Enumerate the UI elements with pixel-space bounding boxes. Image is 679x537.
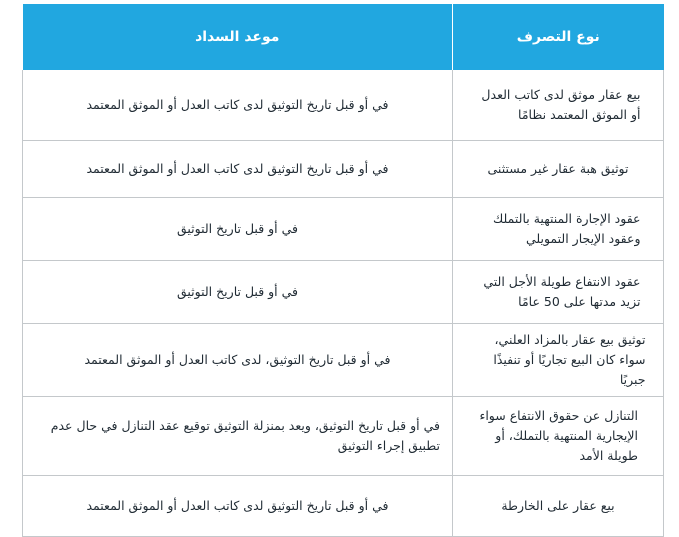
due-text: في أو قبل تاريخ التوثيق، لدى كاتب العدل أو الموثق المعتمد bbox=[84, 352, 391, 367]
due-text: في أو قبل تاريخ التوثيق لدى كاتب العدل أو الموثق المعتمد bbox=[86, 498, 389, 513]
due-cell bbox=[23, 324, 453, 397]
action-text: عقود الإجارة المنتهية بالتملك وعقود الإيجار التمويلي bbox=[492, 211, 641, 246]
table-row bbox=[23, 476, 664, 537]
due-text: في أو قبل تاريخ التوثيق bbox=[176, 221, 299, 236]
due-cell bbox=[23, 198, 453, 261]
due-cell bbox=[23, 261, 453, 324]
due-cell bbox=[23, 476, 453, 537]
table-row bbox=[23, 198, 664, 261]
action-cell bbox=[453, 141, 664, 198]
table-row bbox=[23, 324, 664, 397]
table-row bbox=[23, 397, 664, 476]
action-text: التنازل عن حقوق الانتفاع سواء الإيجارية المنتهية بالتملك، أو طويلة الأمد bbox=[479, 408, 638, 463]
header-action-type: نوع التصرف bbox=[453, 4, 664, 70]
action-text: بيع عقار موثق لدى كاتب العدل أو الموثق المعتمد نظامًا bbox=[481, 87, 641, 122]
table-row bbox=[23, 261, 664, 324]
action-text: توثيق بيع عقار بالمزاد العلني، سواء كان البيع تجاريًا أو تنفيذًا جبريًا bbox=[493, 332, 646, 387]
table-row bbox=[23, 141, 664, 198]
action-text: عقود الانتفاع طويلة الأجل التي تزيد مدتها على 50 عامًا bbox=[483, 274, 641, 309]
action-text: بيع عقار على الخارطة bbox=[501, 498, 615, 513]
action-cell bbox=[453, 397, 664, 476]
table-header-row bbox=[23, 4, 664, 70]
due-text: في أو قبل تاريخ التوثيق، ويعد بمنزلة التوثيق توقيع عقد التنازل في حال عدم تطبيق إجراء التوثيق bbox=[50, 418, 440, 453]
action-cell bbox=[453, 261, 664, 324]
action-cell bbox=[453, 198, 664, 261]
due-cell bbox=[23, 141, 453, 198]
due-text: في أو قبل تاريخ التوثيق لدى كاتب العدل أو الموثق المعتمد bbox=[86, 161, 389, 176]
action-cell bbox=[453, 476, 664, 537]
action-text: توثيق هبة عقار غير مستثنى bbox=[487, 161, 629, 176]
tax-payment-table-container bbox=[22, 4, 663, 537]
due-cell bbox=[23, 70, 453, 141]
due-cell bbox=[23, 397, 453, 476]
header-payment-date: موعد السداد bbox=[23, 4, 453, 70]
table-row bbox=[23, 70, 664, 141]
due-text: في أو قبل تاريخ التوثيق لدى كاتب العدل أو الموثق المعتمد bbox=[86, 97, 389, 112]
due-text: في أو قبل تاريخ التوثيق bbox=[176, 284, 299, 299]
action-cell bbox=[453, 324, 664, 397]
action-cell bbox=[453, 70, 664, 141]
payment-schedule-table bbox=[22, 4, 664, 537]
